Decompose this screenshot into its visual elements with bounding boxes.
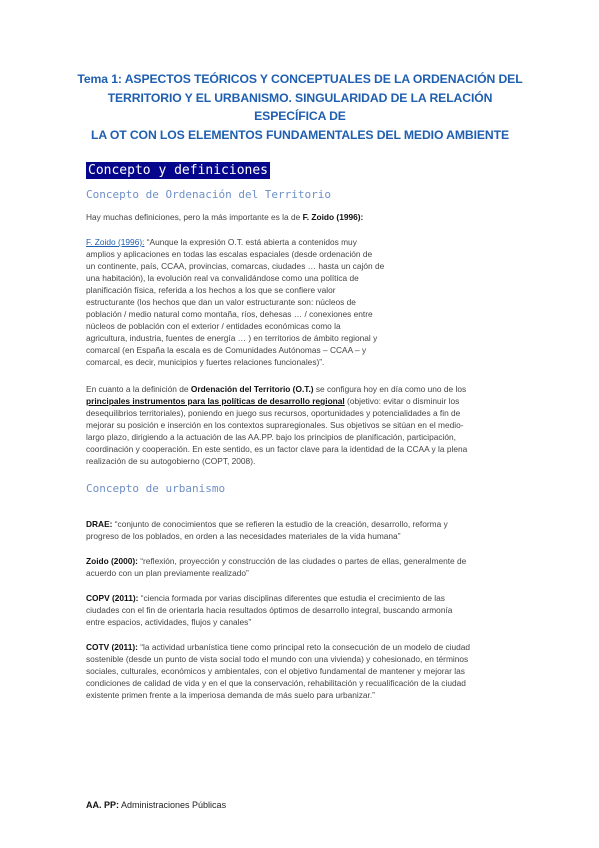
ot-definition bbox=[86, 383, 467, 467]
def-line-3: coordinación y cooperación. En este sentido, es un factor clave para la identidad de la CCAA y la plena bbox=[86, 444, 468, 454]
def-strong: principales instrumentos para las políticas de desarrollo regional bbox=[86, 396, 345, 406]
def-line-1: mejorar su posición e inserción en los contextos supraregionales. Sus objetivos se sitúan en el medio- bbox=[86, 420, 464, 430]
footer-abbr: AA. PP: bbox=[86, 800, 120, 810]
urb-entry-line: sociales, culturales, económicos y ambientales, con el objetivo fundamental de mantener y mejorar las bbox=[86, 666, 465, 676]
urb-entry-line: existente primen frente a la imperiosa demanda de más suelo para urbanizar.” bbox=[86, 690, 375, 700]
urb-entry-label: COPV (2011): bbox=[86, 593, 139, 603]
zoido-link[interactable]: F. Zoido (1996): bbox=[86, 237, 145, 247]
zoido-line-8: agricultura, industria, fuentes de energía … ) en territorios de ámbito regional y bbox=[86, 333, 378, 343]
urb-entry-label: DRAE: bbox=[86, 519, 113, 529]
ot-intro-text: Hay muchas definiciones, pero la más importante es la de bbox=[86, 212, 303, 222]
title-line-1: Tema 1: ASPECTOS TEÓRICOS Y CONCEPTUALES DE LA ORDENACIÓN DEL bbox=[77, 72, 523, 86]
urb-entry-line: entre espacios, actividades, flujos y canales” bbox=[86, 617, 252, 627]
document-title bbox=[70, 70, 530, 144]
urb-entry-line: acuerdo con un plan previamente realizado” bbox=[86, 568, 249, 578]
title-line-2: TERRITORIO Y EL URBANISMO. SINGULARIDAD DE LA RELACIÓN ESPECÍFICA DE bbox=[107, 90, 493, 123]
footer-text: Administraciones Públicas bbox=[119, 800, 227, 810]
def-line-2: largo plazo, dirigiendo a la actuación de las AA.PP. bajo los principios de planificación, participación, bbox=[86, 432, 456, 442]
def-pre: En cuanto a la definición de bbox=[86, 384, 191, 394]
urb-entry-line: “la actividad urbanística tiene como principal reto la consecución de un modelo de ciudad bbox=[137, 642, 471, 652]
ot-intro-author: F. Zoido (1996): bbox=[302, 212, 364, 222]
zoido-line-7: núcleos de población con el exterior / entidades económicas como la bbox=[86, 321, 341, 331]
ot-subheading: Concepto de Ordenación del Territorio bbox=[86, 188, 332, 201]
urb-entry-line: progreso de los poblados, en orden a las necesidades materiales de la vida humana” bbox=[86, 531, 401, 541]
urb-entry-drae bbox=[86, 518, 448, 542]
def-line2-rest: (objetivo: evitar o disminuir los bbox=[344, 396, 460, 406]
def-line-4: realización de su autogobierno (COPT, 2008). bbox=[86, 456, 256, 466]
zoido-line-3: una habitación), la evolución real va convalidándose como una política de bbox=[86, 273, 359, 283]
urb-entry-line: sostenible (desde un punto de vista social todo el mundo con una vivienda) y cohesionado, en términos bbox=[86, 654, 469, 664]
zoido-quote bbox=[86, 236, 384, 368]
urb-entry-line: “conjunto de conocimientos que se refieren la estudio de la creación, desarrollo, reforma y bbox=[112, 519, 448, 529]
def-term: Ordenación del Territorio (O.T.) bbox=[190, 384, 314, 394]
section-heading: Concepto y definiciones bbox=[88, 163, 269, 178]
urb-entry-line: condiciones de calidad de vida y en el que la conservación, rehabilitación y recualificación de la ciudad bbox=[86, 678, 466, 688]
urb-entry-line: “ciencia formada por varias disciplinas diferentes que estudia el crecimiento de las bbox=[138, 593, 445, 603]
urb-entry-cotv bbox=[86, 641, 470, 701]
urb-entry-zoido bbox=[86, 555, 466, 579]
urb-subheading: Concepto de urbanismo bbox=[86, 482, 226, 495]
zoido-line-4: planificación física, referida a los hechos a los que se confiere valor bbox=[86, 285, 336, 295]
urb-entry-line: ciudades con el fin de orientarla hacia resultados óptimos de desarrollo integral, buscando armonía bbox=[86, 605, 453, 615]
zoido-line-1: amplios y aplicaciones en todas las escalas espaciales (desde ordenación de bbox=[86, 249, 373, 259]
def-mid: se configura hoy en día como uno de los bbox=[313, 384, 467, 394]
urb-entry-label: COTV (2011): bbox=[86, 642, 138, 652]
urb-entry-copv bbox=[86, 592, 452, 628]
zoido-line-2: un continente, país, CCAA, provincias, comarcas, ciudades … hasta un cajón de bbox=[86, 261, 385, 271]
zoido-line-6: población / medio natural como montaña, ríos, dehesas … / conexiones entre bbox=[86, 309, 373, 319]
title-line-3: LA OT CON LOS ELEMENTOS FUNDAMENTALES DEL MEDIO AMBIENTE bbox=[90, 127, 510, 142]
zoido-line-0: “Aunque la expresión O.T. está abierta a contenidos muy bbox=[144, 237, 357, 247]
urb-entry-label: Zoido (2000): bbox=[86, 556, 138, 566]
urb-entry-line: “reflexión, proyección y construcción de las ciudades o partes de ellas, generalmente de bbox=[137, 556, 467, 566]
def-line-0: desequilibrios territoriales), poniendo en juego sus recursos, oportunidades y potencialidades a fin de bbox=[86, 408, 461, 418]
ot-intro bbox=[86, 211, 363, 223]
zoido-line-5: estructurante (los hechos que dan un valor estructurante son: núcleos de bbox=[86, 297, 356, 307]
footer-note bbox=[86, 800, 226, 810]
zoido-line-9: comarcal (en España la escala es de Comunidades Autónomas – CCAA – y bbox=[86, 345, 367, 355]
zoido-line-10: comarcal, es decir, municipios y fuertes relaciones funcionales)”. bbox=[86, 357, 325, 367]
